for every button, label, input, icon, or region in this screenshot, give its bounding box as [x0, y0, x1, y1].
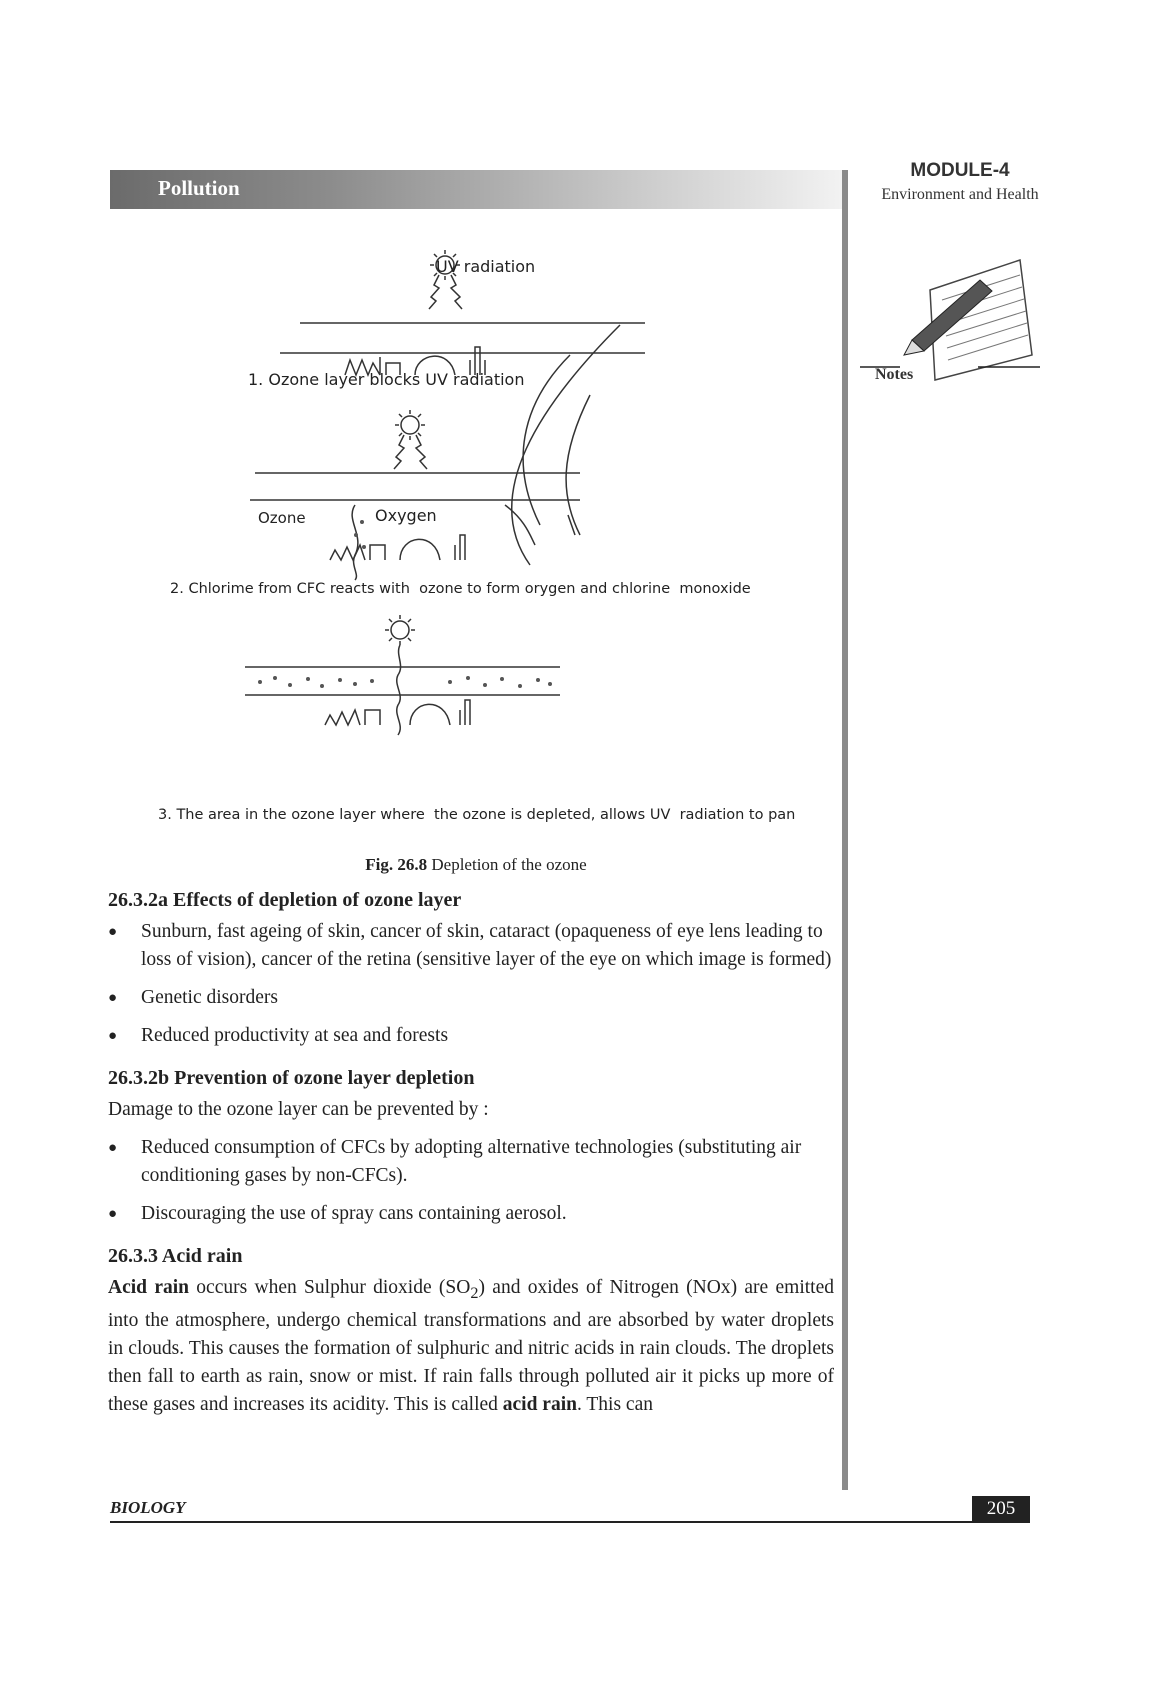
prevention-heading: 26.3.2b Prevention of ozone layer depletion — [108, 1067, 475, 1089]
bullet-icon: ● — [108, 1028, 118, 1044]
list-item: ● Reduced productivity at sea and forests — [108, 1022, 834, 1050]
uv-radiation-label: UV radiation — [436, 257, 536, 276]
figure-caption — [110, 855, 842, 875]
ozone-depletion-figure — [150, 235, 810, 845]
list-item: ● Genetic disorders — [108, 984, 834, 1012]
section-title: Pollution — [158, 176, 240, 200]
section-header-bar — [110, 170, 842, 209]
figure-number: Fig. 26.8 — [365, 855, 428, 874]
list-item: ● Reduced consumption of CFCs by adopting alternative technologies (substituting air conditioning gases by non-CFCs). — [108, 1134, 834, 1190]
step-1-label: 1. Ozone layer blocks UV radiation — [248, 370, 525, 389]
step-3-label: 3. The area in the ozone layer where the ozone is depleted, allows UV radiation to pan — [158, 807, 796, 823]
bullet-icon: ● — [108, 1140, 118, 1156]
list-item: ● Discouraging the use of spray cans containing aerosol. — [108, 1200, 834, 1228]
module-label: MODULE-4 — [910, 160, 1010, 181]
notes-label: Notes — [875, 366, 914, 383]
page-number: 205 — [972, 1496, 1030, 1522]
step-2-label: 2. Chlorime from CFC reacts with ozone to form orygen and chlorine monoxide — [170, 581, 751, 597]
oxygen-label: Oxygen — [375, 506, 437, 525]
list-item: ● Sunburn, fast ageing of skin, cancer of skin, cataract (opaqueness of eye lens leading to loss of vision), cancer of the retina (sensitive layer of the eye on which image is formed) — [108, 918, 834, 974]
figure-caption-text: Depletion of the ozone — [427, 855, 587, 874]
prevention-intro: Damage to the ozone layer can be prevented by : — [108, 1099, 489, 1120]
prevention-list — [108, 1134, 834, 1228]
footer-subject: BIOLOGY — [110, 1498, 186, 1517]
acid-rain-paragraph: Acid rain occurs when Sulphur dioxide $(SO_2)$ and oxides of Nitrogen (NOx) are emitted into the atmosphere, undergo chemical transformations and are absorbed by water droplets in clouds. This causes the formation of sulphuric and nitric acids in rain clouds. The droplets then fall to earth as rain, snow or mist. If rain falls through polluted air it picks up more of these gases and increases its acidity. This is called acid rain. This can — [108, 1277, 834, 1415]
ozone-label: Ozone — [258, 509, 306, 527]
module-subtitle: Environment and Health — [881, 186, 1039, 203]
footer-rule — [110, 1521, 1030, 1523]
bullet-icon: ● — [108, 1206, 118, 1222]
effects-list — [108, 918, 834, 1050]
bullet-icon: ● — [108, 990, 118, 1006]
bullet-icon: ● — [108, 924, 118, 940]
margin-divider — [842, 170, 848, 1490]
acid-rain-heading: 26.3.3 Acid rain — [108, 1245, 243, 1267]
main-content — [108, 886, 834, 1429]
effects-heading: 26.3.2a Effects of depletion of ozone layer — [108, 889, 462, 911]
